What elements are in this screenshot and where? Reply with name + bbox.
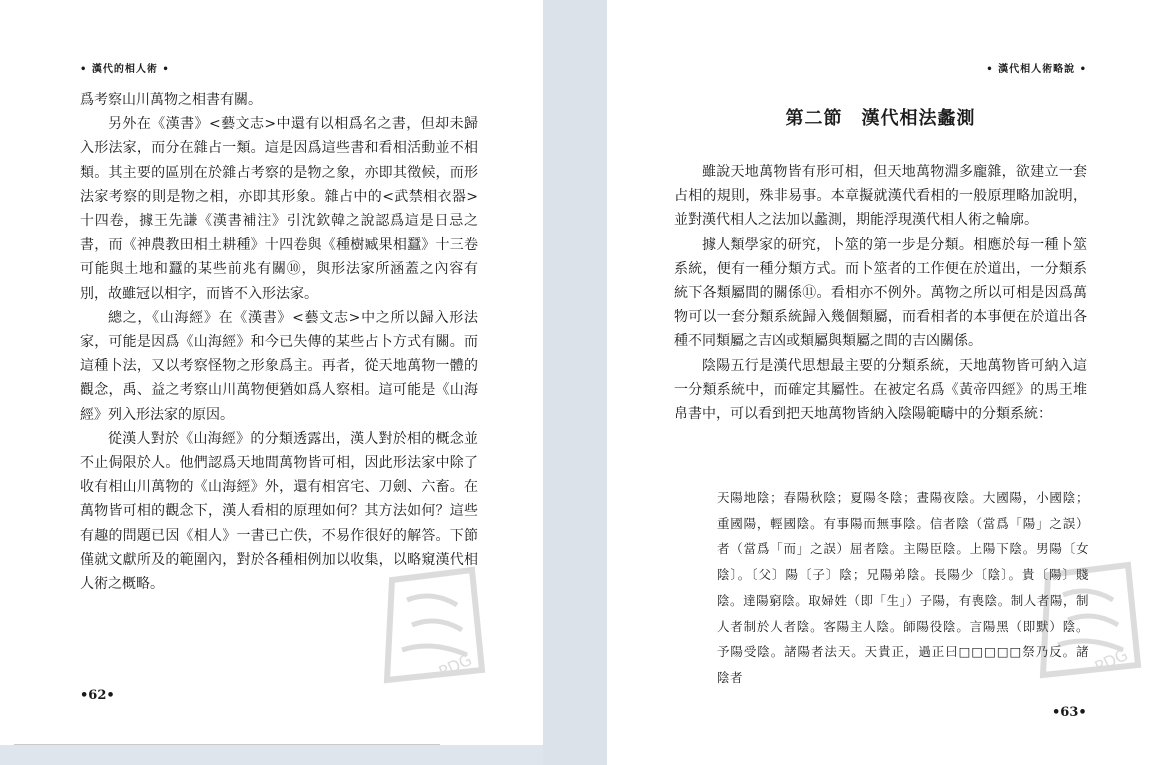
left-paragraph-2: 另外在《漢書》<藝文志>中還有以相爲名之書，但却未歸入形法家，而分在雜占一類。這是因爲這些書和看相活動並不相類。其主要的區別在於雜占考察的是物之象，亦即其徵候，而形法家考察的則是物之相，亦即其形象。雜占中的<武禁相衣器>十四卷，據王先謙《漢書補注》引沈欽韓之說認爲這是日忌之書，而《神農教田相土耕種》十四卷與《種樹臧果相蠶》十三卷可能與土地和蠶的某些前兆有關⑩，與形法家所涵蓋之內容有別，故雖冠以相字，而皆不入形法家。 [80,116,478,302]
right-paragraph-2: 據人類學家的研究，卜筮的第一步是分類。相應於每一種卜筮系統，便有一種分類方式。而卜筮者的工作便在於道出，一分類系統下各類屬間的關係⑪。看相亦不例外。萬物之所以可相是因爲萬物可以一套分類系統歸入幾個類屬，而看相者的本事便在於道出各種不同類屬之吉凶或類屬與類屬之間的吉凶關係。 [674,236,1087,350]
block-quote-text: 天陽地陰；春陽秋陰；夏陽冬陰；晝陽夜陰。大國陽，小國陰；重國陽，輕國陰。有事陽而無事陰。信者陰（當爲「陽」之誤）者（當爲「而」之誤）屈者陰。主陽臣陰。上陽下陰。男陽〔女陰〕。〔父〕陽〔子〕陰；兄陽弟陰。長陽少〔陰〕。貴〔陽〕賤陰。達陽窮陰。取婦姓（即「生」）子陽，有喪陰。制人者陽，制人者制於人者陰。客陽主人陰。師陽役陰。言陽黑（即默）陰。予陽受陰。諸陽者法天。天貴正，過正曰□□□□□祭乃反。諸陰者 [717,490,1089,685]
watermark-label: PDG [435,649,475,682]
left-paragraph-3: 總之，《山海經》在《漢書》<藝文志>中之所以歸入形法家，可能是因爲《山海經》和今已失傳的某些占卜方式有關。而這種卜法，又以考察怪物之形象爲主。再者，從天地萬物一體的觀念，禹、益之考察山川萬物便猶如爲人察相。這可能是《山海經》列入形法家的原因。 [80,309,478,423]
right-body-text [674,160,1087,426]
left-paragraph-4: 從漢人對於《山海經》的分類透露出，漢人對於相的概念並不止侷限於人。他們認爲天地間萬物皆可相，因此形法家中除了收有相山川萬物的《山海經》外，還有相宮宅、刀劍、六畜。在萬物皆可相的觀念下，漢人看相的原理如何？其方法如何？這些有趣的問題已因《相人》一書已亡佚，不易作很好的解答。下節僅就文獻所及的範圍內，對於各種相例加以收集，以略窺漢代相人術之概略。 [80,430,478,593]
right-page [607,0,1149,765]
page-bottom-rule [14,744,440,745]
right-paragraph-1: 雖說天地萬物皆有形可相，但天地萬物淵多龐雜，欲建立一套占相的規則，殊非易事。本章擬就漢代看相的一般原理略加說明，並對漢代相人之法加以蠡測，期能浮現漢代相人術之輪廓。 [674,164,1087,229]
watermark-label-right: PDG [1091,644,1131,677]
pdg-watermark-icon [372,560,492,690]
left-running-header: • 漢代的相人術 • [80,64,170,75]
right-running-header: • 漢代相人術略說 • [986,64,1087,75]
right-paragraph-3: 陰陽五行是漢代思想最主要的分類系統，天地萬物皆可納入這一分類系統中，而確定其屬性。在被定名爲《黃帝四經》的馬王堆帛書中，可以看到把天地萬物皆納入陰陽範疇中的分類系統： [674,357,1087,423]
right-page-number: •63• [1052,705,1087,720]
pdg-watermark-icon-right [1028,555,1148,685]
section-title: 第二節 漢代相法蠡測 [785,108,976,129]
left-page [0,0,543,745]
left-paragraph-1: 爲考察山川萬物之相書有關。 [80,92,262,108]
left-body-text [80,88,478,596]
page-gutter [543,0,607,765]
left-page-number: •62• [80,688,115,703]
